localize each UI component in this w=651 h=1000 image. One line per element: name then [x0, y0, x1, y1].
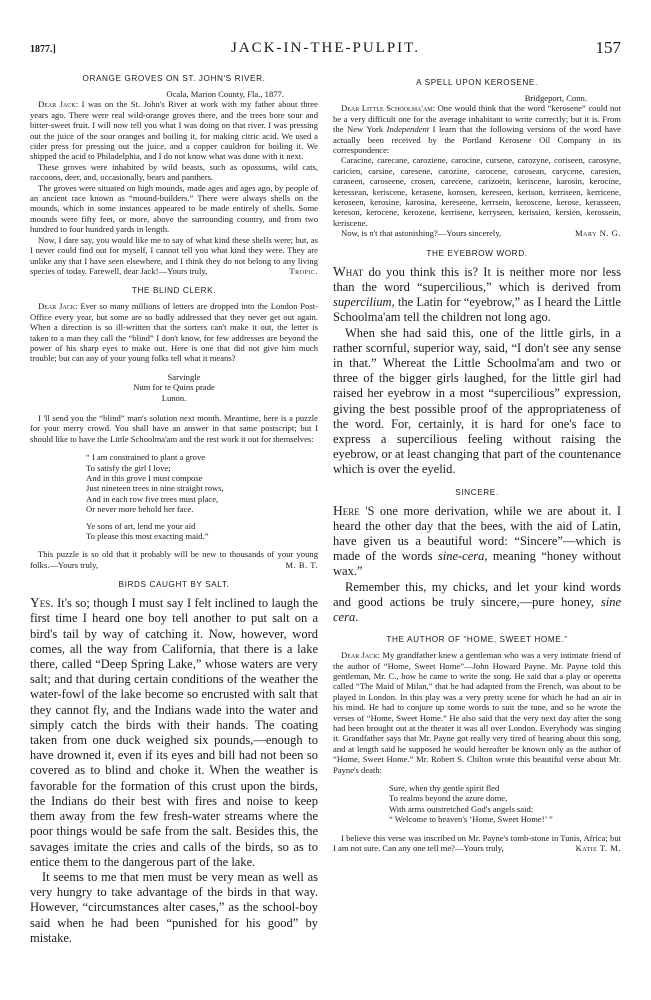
columns [30, 68, 621, 946]
orange-salutation: Dear Jack [38, 99, 76, 110]
address-line-3: Lunon. [161, 392, 187, 403]
kerosene-p2-text: Now, is n't that astonishing?—Yours sincerely, [341, 228, 502, 239]
home-p1-text: : My grandfather knew a gentleman who was a very intimate friend of the author of “Home, Sweet Home”—John Howard Payne. Mr. Payne told this gentleman, Mr. C., how he came to write the song. He said that a play or operetta called “The Maid of Milan,” that he had adapted from the French, was about to be played in London. In this play was a very pretty scene for which he had an air in his mind. He had to conjure up some words to suit the tune, and so he wrote the verses of “Home, Sweet Home.” He also said that the very next day after the song had been brought out at the theater it was all over London. Everybody was singing it. Grandfather says that Mr. Payne got really very tired of hearing about this song, and at length said he supposed he would hereafter be known only as the author of “Home, Sweet Home.” Mr. Robert S. Chilton wrote this beautiful verse about Mr. Payne's death: [333, 650, 621, 775]
verse-line-2: To satisfy the girl I love; [86, 462, 171, 473]
home-verse-line-4: “ Welcome to heaven's ‘Home, Sweet Home!’ ” [389, 814, 553, 825]
sincere-lead: Here [333, 502, 360, 518]
heading-kerosene: A SPELL UPON KEROSENE. [416, 78, 538, 87]
verse-line-1: “ I am constrained to plant a grove [86, 452, 206, 463]
article-sincere [333, 488, 621, 626]
birds-p1 [30, 595, 318, 870]
kerosene-p1b: I learn that the following versions of the word have actually been received by the Portland Kerosene Oil Company in its correspondence: [333, 124, 621, 156]
page-number: 157 [595, 38, 621, 57]
article-home-sweet-home [333, 635, 621, 853]
orange-p4-text: Now, I dare say, you would like me to say of what kind these shells were; but, as I never could find out for myself, I cannot tell you what kind they were. They are unlike any that I have seen elsewhere, and I think they do not belong to any living species of today. Farewell, dear Jack!—Yours truly, [30, 234, 318, 276]
puzzle-verse [30, 452, 318, 541]
eyebrow-p2: When she had said this, one of the little girls, in a rather scornful, superior way, said, “I don't see any sense in that.” Whereat the Little Schoolma'am and two or three of the bigger girls laughed, for the little girl had raised her eyebrow in a most “supercilious” expression, giving the best possible proof of the appropriateness of the word. For, certainly, it is hard for one's face to express a supercilious feeling without raising the eyebrow, or at least changing that part of the countenance which is over the eyelid. [333, 325, 621, 477]
blind-p3 [30, 549, 318, 570]
blind-p1 [30, 301, 318, 363]
sincere-p2a: Remember this, my chicks, and let your kind words and good actions be truly sincere,—pure honey, [333, 579, 621, 609]
home-signature: Katie T. M. [575, 843, 621, 854]
eyebrow-p1b: , the Latin for “eyebrow,” as I heard the Little Schoolma'am tell the children not long ago. [333, 295, 621, 325]
blind-p2: I 'll send you the “blind” man's solution next month. Meantime, here is a puzzle for your merry crowd. You shall have an answer in that same postscript; but I should like to have the Little Schoolma'am and the rest work it out for themselves: [30, 412, 318, 444]
kerosene-salutation: Dear Little Schoolma'am [341, 103, 433, 114]
eyebrow-p1 [333, 264, 621, 326]
verse-line-7: Ye sons of art, lend me your aid [86, 520, 196, 531]
kerosene-signature: Mary N. G. [575, 228, 621, 239]
verse-line-5: And in each row five trees must place, [86, 493, 219, 504]
orange-place: Ocala, Marion County, Fla., 1877. [166, 89, 284, 99]
birds-p2: It seems to me that men must be very mean as well as very hungry to take advantage of the birds in that way. However, “circumstances alter cases,” as the school-boy said when he had been “punished for his good” by mistake. [30, 869, 318, 945]
home-p2-text: I believe this verse was inscribed on Mr. Payne's tomb-stone in Tunis, Africa; but I am not sure. Can any one tell me?—Yours truly, [333, 832, 621, 854]
sincere-p2-italic: sine cera [333, 594, 621, 624]
birds-p1-text: It's so; though I must say I felt inclined to laugh the first time I heard one boy tell another to put salt on a bird's tail by way of catching it. Now, however, word comes, all the way from California, that there is a lake there, called “Deep Spring Lake,” whose waters are very salt; and that during certain conditions of the weather the water-fowl of the lake become so encrusted with salt that they cannot fly, and the Indians wade into the water and simply catch the birds with their hands. The coating taken from one duck weighed six pounds,—enough to have drowned it, even if its eyes and bill had not been so covered as to blind and choke it. When the weather is favorable for the formation of this crust upon the birds, the Indians do their best with fires and noise to keep them away from the few fresh-water streams where the poor things would be safe from the salt. Besides this, the savages imitate the cries and calls of the birds, so as to entice them to the dangerous part of the lake. [30, 596, 318, 869]
address-line-1: Sarvingle [167, 371, 201, 382]
kerosene-p2 [333, 228, 621, 238]
blind-address [30, 372, 318, 403]
sincere-p2 [333, 580, 621, 626]
article-kerosene [333, 78, 621, 239]
verse-line-4: Just nineteen trees in nine straight rows, [86, 483, 224, 494]
header-title: JACK-IN-THE-PULPIT. [231, 40, 420, 56]
address-line-2: Num for te Quins prade [133, 382, 215, 393]
kerosene-p1a: : One would think that the word “kerosene” could not be a very difficult one for the average inhabitant to write correctly; but it is. From the New York [333, 103, 621, 135]
blind-p3-text: This puzzle is so old that it probably will be new to thousands of your young folks.—Yours truly, [30, 549, 318, 570]
article-orange-groves [30, 74, 318, 276]
sincere-p2b: . [355, 609, 359, 624]
blind-salutation: Dear Jack [38, 301, 76, 312]
sincere-p1b: , meaning “honey without wax.” [333, 549, 621, 579]
orange-p1 [30, 99, 318, 161]
sincere-p1-italic: sine-cera [437, 549, 485, 564]
verse-line-6: Or never more behold her face. [86, 504, 194, 515]
orange-p4 [30, 235, 318, 277]
heading-home-sweet-home: THE AUTHOR OF “HOME, SWEET HOME.” [386, 635, 568, 645]
article-eyebrow [333, 249, 621, 478]
orange-signature: Tropic. [289, 265, 318, 276]
article-blind-clerk [30, 286, 318, 570]
eyebrow-lead: What [333, 263, 364, 279]
kerosene-p1 [333, 103, 621, 155]
orange-p1-text: : I was on the St. John's River at work with my father about three years ago. There were real wild-orange groves there, and the trees bore sour and bitter-sweet fruit. I will now tell you what I was doing on that river. I was pressing out the juice of the sour oranges and boiling it, for making citric acid. We used a cider press for pressing out the juice, and a copper cauldron for boiling it. We shipped the acid to Philadelphia, and I do not know what was done with it next. [30, 99, 319, 162]
eyebrow-p1a: do you think this is? It is neither more nor less than the word “supercilious,” which is derived from [333, 264, 621, 294]
sincere-p1a: 'S one more derivation, while we are about it. I heard the other day that the bees, with the aid of Latin, have given us a beautiful word: “Sincere”—which is made of the words [333, 503, 621, 564]
heading-blind-clerk: THE BLIND CLERK. [131, 286, 217, 296]
kerosene-p1-italic: Independent [386, 124, 430, 135]
kerosene-list: Caracine, carecane, caroziene, carocine, cursene, carozyne, coriseen, carosyne, caricien, carsine, caresene, carozine, carocene, carosean, carycene, caresien, caraseen, caroseene, crosen, carecene, carizoein, keriscene, karosin, kerocine, keressean, keriscene, kerasene, korosen, kereseen, kerison, kerriseen, kerricene, keroseen, kerosine, karosina, kereseene, kerrsein, keroscene, kerose, kerasseen, kereson, kerocene, kerozene, kerrisene, kerryseen, kerissien, kersien, kerossein, keriscene. [333, 155, 621, 228]
orange-p2: These groves were inhabited by wild beasts, such as opossums, wild cats, raccoons, deer, and, occasionally, bears and panthers. [30, 161, 318, 183]
heading-orange-groves: ORANGE GROVES ON ST. JOHN'S RIVER. [82, 74, 266, 83]
home-verse-line-1: Sure, when thy gentle spirit fled [389, 783, 500, 794]
kerosene-place: Bridgeport, Conn. [524, 93, 587, 103]
home-salutation: Dear Jack [341, 650, 378, 661]
header-year: 1877.] [30, 44, 56, 55]
heading-sincere: SINCERE. [455, 487, 499, 497]
left-column [30, 68, 318, 946]
blind-p1-text: : Ever so many millions of letters are dropped into the London Post-Office every year, but some are so badly addressed that they never get out again. When a direction is so ill-written that the sorters can't make it out, the letter is taken to a man they call the “blind” I don't know, for few addresses are beyond the power of his sharp eyes to make out. Here is one that did not give him much trouble; but can any of your young folks tell what it means? [30, 301, 318, 364]
running-header [30, 40, 621, 62]
home-p2 [333, 833, 621, 854]
verse-line-3: And in this grove I must compose [86, 473, 203, 483]
heading-birds-salt: BIRDS CAUGHT BY SALT. [118, 580, 230, 590]
heading-eyebrow: THE EYEBROW WORD. [426, 248, 528, 258]
home-p1 [333, 650, 621, 775]
eyebrow-p1-italic: supercilium [333, 295, 392, 310]
verse-line-8: To please this most exacting maid.” [86, 531, 209, 542]
blind-signature: M. B. T. [285, 559, 318, 570]
article-birds-salt [30, 580, 318, 946]
home-verse [333, 783, 621, 825]
home-verse-line-2: To realms beyond the azure dome, [389, 793, 508, 804]
home-verse-line-3: With arms outstretched God's angels said: [389, 803, 534, 814]
orange-p3: The groves were situated on high mounds, made ages and ages ago, by people of an ancient race known as “mound-builders.” There were always shells on the mounds, which in some instances appeared to be made entirely of shells. Some mounds were fifty feet, or more, above the surrounding country, and from two hundred to four hundred yards in length. [30, 182, 318, 235]
sincere-p1 [333, 503, 621, 580]
right-column [333, 68, 621, 946]
birds-lead: Yes. [30, 595, 54, 611]
